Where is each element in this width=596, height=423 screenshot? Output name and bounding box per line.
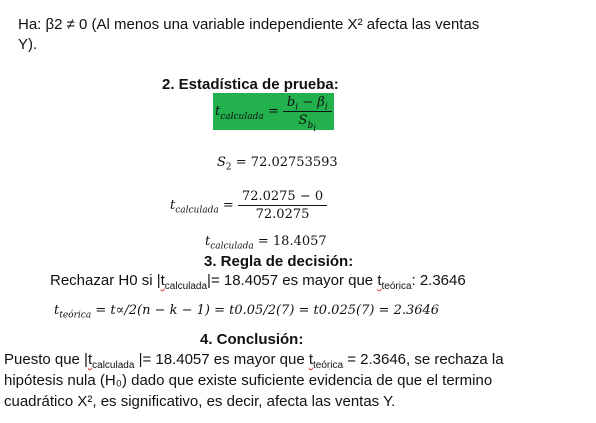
t-symbol: t (215, 104, 221, 120)
rule-prefix: Rechazar H0 si | (50, 272, 161, 289)
t-result (205, 234, 327, 252)
critical-value-formula (54, 303, 440, 321)
t-calc-denominator: 72.0275 (255, 207, 310, 222)
rule-mid: |= 18.4057 es mayor que (207, 272, 378, 289)
conclusion-line-2: hipótesis nula (H₀) dado que existe suficiente evidencia de que el termino (4, 372, 493, 389)
crit-t-subscript: teórica (59, 310, 92, 321)
crit-formula-rhs: = t∝/2(n − k − 1) = t0.05/2(7) = t0.025(7) = 2.3646 (95, 303, 440, 318)
t-calc-symbol: t (170, 198, 176, 213)
decision-rule (50, 272, 466, 292)
t-calc-equals: = (222, 198, 234, 213)
hypothesis-line-1: Ha: β2 ≠ 0 (Al menos una variable independiente X² afecta las ventas (18, 16, 480, 33)
section-2-heading: 2. Estadística de prueba: (162, 76, 339, 93)
conclusion-t-calculada: $t_{calculada}$ (87, 351, 135, 371)
rule-t-calculada: $t_{calculada}$ (160, 272, 208, 292)
test-statistic-formula (213, 93, 334, 134)
t-result-value: = 18.4057 (257, 234, 327, 249)
t-calc-numerator: 72.0275 − 0 (238, 189, 327, 206)
section-4-heading: 4. Conclusión: (200, 331, 304, 348)
s2-symbol: S (217, 155, 226, 170)
crit-t-symbol: t (54, 303, 60, 318)
t-subscript: calculada (220, 111, 264, 122)
formula-denominator: $S_{b_i}$ (298, 113, 317, 134)
equals-sign: = (267, 104, 279, 120)
formula-numerator: $b_i - \beta_i$ (283, 95, 332, 112)
conclusion-t-teorica: $t_{teórica}$ (308, 351, 344, 371)
rule-t-teorica: $t_{teórica}$ (377, 272, 412, 292)
conclusion-line-3: cuadrático X², es significativo, es decir, afecta las ventas Y. (4, 393, 396, 410)
t-result-symbol: t (205, 234, 211, 249)
conclusion-line-1: Puesto que $|t_{calculada}$ |= 18.4057 es mayor que $t_{teórica} = 2.3646$, se rechaza la (4, 351, 504, 371)
hypothesis-line-2: Y). (18, 36, 38, 53)
t-calculation (170, 189, 327, 222)
formula-fraction (283, 95, 332, 134)
rule-suffix: : 2.3646 (411, 272, 466, 289)
t-calc-fraction (238, 189, 327, 222)
s2-subscript: 2 (225, 162, 232, 173)
t-calc-subscript: calculada (175, 205, 219, 216)
s2-value (217, 155, 338, 173)
section-3-heading: 3. Regla de decisión: (204, 253, 354, 270)
t-result-subscript: calculada (210, 241, 254, 252)
s2-rhs: = 72.02753593 (235, 155, 338, 170)
